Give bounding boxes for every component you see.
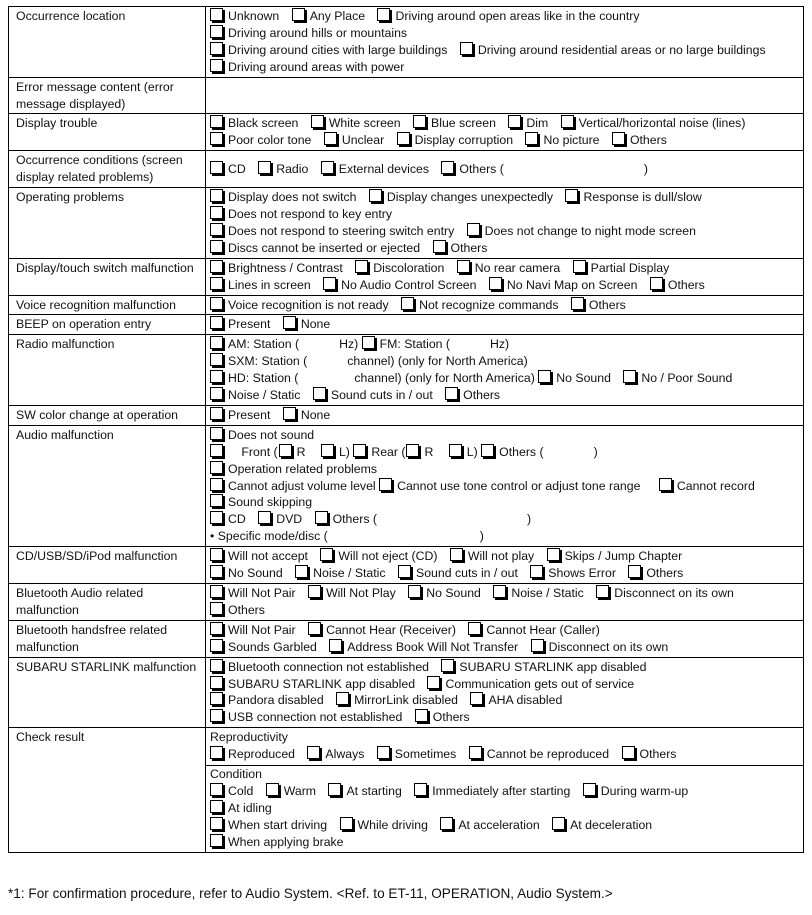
checkbox[interactable] — [552, 817, 565, 830]
row-label: CD/USB/SD/iPod malfunction — [9, 547, 206, 584]
row-options — [206, 7, 804, 78]
checkbox[interactable] — [210, 223, 223, 236]
option-label: Hz) — [339, 337, 359, 352]
checkbox[interactable] — [531, 639, 544, 652]
checkbox[interactable] — [210, 240, 223, 253]
option-label: Cannot Hear (Receiver) — [326, 622, 456, 637]
option-label: Does not respond to steering switch entry — [228, 223, 455, 238]
checkbox[interactable] — [283, 407, 296, 420]
option-label: Not recognize commands — [419, 297, 559, 312]
option-label: At starting — [346, 783, 402, 798]
row-options — [206, 258, 804, 295]
option-label: Sound skipping — [228, 495, 313, 510]
option-label: Others ( — [459, 161, 504, 176]
checkbox[interactable] — [266, 783, 279, 796]
checkbox[interactable] — [329, 639, 342, 652]
footnote: *1: For confirmation procedure, refer to Audio System. <Ref. to ET-11, OPERATION, Audio System.> — [8, 886, 613, 901]
option-label: Others — [228, 602, 265, 617]
form-row — [9, 728, 804, 852]
option-label: No Sound — [556, 371, 611, 386]
checkbox[interactable] — [369, 189, 382, 202]
option-label: Skips / Jump Chapter — [564, 549, 683, 564]
row-label: SUBARU STARLINK malfunction — [9, 657, 206, 728]
option-label: Driving around residential areas or no large buildings — [477, 42, 766, 57]
checkbox[interactable] — [398, 565, 411, 578]
option-label: While driving — [357, 817, 428, 832]
checkbox[interactable] — [470, 692, 483, 705]
form-row — [9, 547, 804, 584]
checkbox[interactable] — [328, 783, 341, 796]
checkbox[interactable] — [292, 8, 305, 21]
row-label: Occurrence location — [9, 7, 206, 78]
diagnosis-form-table — [8, 6, 804, 853]
checkbox[interactable] — [258, 161, 271, 174]
option-label: Discs cannot be inserted or ejected — [228, 240, 421, 255]
checkbox[interactable] — [379, 478, 392, 491]
option-label: Always — [325, 747, 365, 762]
option-label: Operation related problems — [228, 461, 378, 476]
option-label: SXM: Station ( — [228, 354, 308, 369]
row-label: BEEP on operation entry — [9, 315, 206, 335]
checkbox[interactable] — [210, 692, 223, 705]
option-label: Radio — [276, 161, 309, 176]
option-label: No Sound — [426, 586, 481, 600]
option-label: Immediately after starting — [432, 783, 571, 798]
option-label: No rear camera — [474, 260, 561, 275]
checkbox[interactable] — [433, 240, 446, 253]
option-label: Discoloration — [373, 260, 445, 275]
row-options — [206, 425, 804, 546]
checkbox[interactable] — [210, 444, 223, 457]
checkbox[interactable] — [530, 565, 543, 578]
form-row — [9, 77, 804, 114]
option-label: Others — [629, 133, 667, 148]
row-label: Audio malfunction — [9, 425, 206, 546]
option-label: External devices — [338, 161, 429, 176]
checkbox[interactable] — [210, 783, 223, 796]
option-label: When applying brake — [228, 834, 344, 849]
checkbox[interactable] — [457, 260, 470, 273]
checkbox[interactable] — [283, 316, 296, 329]
option-label: None — [300, 407, 331, 422]
checkbox[interactable] — [460, 42, 473, 55]
checkbox[interactable] — [307, 746, 320, 759]
checkbox[interactable] — [362, 336, 375, 349]
option-label: DVD — [276, 512, 303, 527]
checkbox[interactable] — [210, 161, 223, 174]
checkbox[interactable] — [441, 161, 454, 174]
checkbox[interactable] — [353, 444, 366, 457]
option-label: Noise / Static — [511, 586, 584, 600]
option-label: Sound cuts in / out — [416, 566, 518, 581]
option-label: Disconnect on its own — [614, 586, 734, 600]
option-label: Rear ( — [371, 444, 406, 459]
checkbox[interactable] — [573, 260, 586, 273]
option-label: Communication gets out of service — [445, 676, 635, 691]
row-label: Error message content (error message displayed) — [9, 77, 206, 114]
checkbox[interactable] — [406, 444, 419, 457]
checkbox[interactable] — [210, 511, 223, 524]
option-label: SUBARU STARLINK app disabled — [228, 676, 416, 691]
checkbox[interactable] — [659, 478, 672, 491]
checkbox[interactable] — [210, 206, 223, 219]
option-label: Disconnect on its own — [548, 639, 669, 654]
checkbox[interactable] — [308, 622, 321, 635]
row-label: Display trouble — [9, 114, 206, 151]
checkbox[interactable] — [210, 353, 223, 366]
checkbox[interactable] — [313, 387, 326, 400]
option-label: At idling — [228, 800, 272, 815]
option-label: Will Not Play — [326, 586, 396, 600]
row-label: SW color change at operation — [9, 405, 206, 425]
form-row — [9, 405, 804, 425]
option-label: Reproduced — [228, 747, 295, 762]
checkbox[interactable] — [210, 387, 223, 400]
row-label: Radio malfunction — [9, 335, 206, 406]
checkbox[interactable] — [210, 277, 223, 290]
checkbox[interactable] — [397, 132, 410, 145]
row-label: Voice recognition malfunction — [9, 295, 206, 315]
option-label: Others — [450, 240, 488, 255]
checkbox[interactable] — [210, 565, 223, 578]
option-label: CD — [228, 512, 246, 527]
checkbox[interactable] — [623, 370, 636, 383]
option-label: Cannot be reproduced — [486, 747, 610, 762]
checkbox[interactable] — [210, 59, 223, 72]
option-label: ) — [593, 444, 598, 459]
checkbox[interactable] — [308, 585, 321, 598]
option-label: USB connection not established — [228, 710, 403, 725]
option-label: Present — [228, 317, 271, 332]
option-label: Cannot record — [676, 478, 755, 493]
form-row — [9, 114, 804, 151]
row-options — [206, 315, 804, 335]
form-row — [9, 335, 804, 406]
form-row — [9, 188, 804, 259]
checkbox[interactable] — [210, 316, 223, 329]
checkbox[interactable] — [210, 478, 223, 491]
checkbox[interactable] — [377, 746, 390, 759]
condition-heading: Condition — [210, 767, 262, 782]
checkbox[interactable] — [571, 297, 584, 310]
option-label: Poor color tone — [228, 133, 312, 148]
checkbox[interactable] — [210, 8, 223, 21]
checkbox[interactable] — [210, 676, 223, 689]
checkbox[interactable] — [377, 8, 390, 21]
checkbox[interactable] — [210, 602, 223, 615]
option-label: No Audio Control Screen — [341, 277, 477, 292]
option-label: Display does not switch — [228, 190, 357, 205]
checkbox[interactable] — [622, 746, 635, 759]
form-row — [9, 151, 804, 188]
row-options — [206, 657, 804, 728]
option-label: Does not change to night mode screen — [484, 223, 696, 238]
checkbox[interactable] — [210, 817, 223, 830]
option-label: During warm-up — [600, 783, 689, 798]
option-label: channel) (only for North America) — [347, 354, 528, 369]
checkbox[interactable] — [210, 336, 223, 349]
option-label: No picture — [543, 133, 600, 148]
option-label: Others — [432, 710, 470, 725]
checkbox[interactable] — [311, 115, 324, 128]
option-label: At acceleration — [458, 817, 540, 832]
form-row — [9, 657, 804, 728]
option-label: Address Book Will Not Transfer — [347, 639, 519, 654]
condition-section — [206, 765, 803, 851]
checkbox[interactable] — [295, 565, 308, 578]
option-label: Voice recognition is not ready — [228, 297, 389, 312]
option-label: Does not respond to key entry — [228, 206, 393, 221]
option-label: Will not accept — [228, 549, 308, 564]
row-label: Bluetooth Audio related malfunction — [9, 584, 206, 621]
option-label: Cannot adjust volume level — [228, 478, 376, 493]
form-row — [9, 295, 804, 315]
option-label: Driving around areas with power — [228, 59, 405, 74]
checkbox[interactable] — [210, 189, 223, 202]
option-label: Blue screen — [431, 116, 496, 131]
checkbox[interactable] — [583, 783, 596, 796]
option-label: Driving around cities with large buildings — [228, 42, 448, 57]
option-label: Cannot Hear (Caller) — [486, 622, 600, 637]
option-label: ) — [643, 161, 648, 176]
checkbox[interactable] — [321, 161, 334, 174]
row-options — [206, 188, 804, 259]
row-options — [206, 405, 804, 425]
row-label: Display/touch switch malfunction — [9, 258, 206, 295]
row-label: Bluetooth handsfree related malfunction — [9, 620, 206, 657]
option-label: Does not sound — [228, 427, 315, 442]
row-label: Operating problems — [9, 188, 206, 259]
reproductivity-heading: Reproductivity — [210, 730, 288, 745]
option-label: AHA disabled — [488, 693, 563, 708]
checkbox[interactable] — [210, 25, 223, 38]
option-label: Partial Display — [590, 260, 670, 275]
checkbox[interactable] — [596, 585, 609, 598]
option-label: AM: Station ( — [228, 337, 300, 352]
option-label: ) — [527, 512, 532, 527]
row-options — [206, 151, 804, 188]
checkbox[interactable] — [508, 115, 521, 128]
option-label: ) — [479, 529, 484, 544]
form-row — [9, 7, 804, 78]
checkbox[interactable] — [210, 548, 223, 561]
error-message-field[interactable] — [206, 77, 804, 114]
option-label: Sometimes — [394, 747, 457, 762]
option-label: Warm — [283, 783, 317, 798]
option-label: L) — [466, 444, 478, 459]
option-label: Unclear — [341, 133, 385, 148]
option-label: Sounds Garbled — [228, 639, 317, 654]
checkbox[interactable] — [547, 548, 560, 561]
checkbox[interactable] — [258, 511, 271, 524]
checkbox[interactable] — [414, 783, 427, 796]
row-label: Occurrence conditions (screen display related problems) — [9, 151, 206, 188]
checkbox[interactable] — [449, 444, 462, 457]
option-label: R — [296, 444, 306, 459]
option-label: Lines in screen — [228, 277, 311, 292]
option-label: Cannot use tone control or adjust tone range — [397, 478, 641, 493]
option-label: Any Place — [309, 9, 366, 23]
option-label: No Sound — [228, 566, 283, 581]
checkbox[interactable] — [612, 132, 625, 145]
option-label: CD — [228, 161, 246, 176]
option-label: Others ( — [332, 512, 377, 527]
checkbox[interactable] — [210, 297, 223, 310]
option-label: None — [300, 317, 331, 332]
row-label: Check result — [9, 728, 206, 852]
option-label: Others — [646, 566, 684, 581]
checkbox[interactable] — [340, 817, 353, 830]
checkbox[interactable] — [628, 565, 641, 578]
checkbox[interactable] — [210, 427, 223, 440]
option-label: Others ( — [499, 444, 544, 459]
option-label: Others — [639, 747, 677, 762]
checkbox[interactable] — [210, 42, 223, 55]
checkbox[interactable] — [210, 115, 223, 128]
checkbox[interactable] — [210, 800, 223, 813]
option-label: Brightness / Contrast — [228, 260, 343, 275]
form-row — [9, 584, 804, 621]
checkbox[interactable] — [440, 817, 453, 830]
option-label: Pandora disabled — [228, 693, 324, 708]
option-label: At deceleration — [570, 817, 653, 832]
checkbox[interactable] — [441, 659, 454, 672]
row-options — [206, 114, 804, 151]
option-label: HD: Station ( — [228, 371, 299, 386]
option-label: Will not play — [467, 549, 535, 564]
checkbox[interactable] — [210, 585, 223, 598]
checkbox[interactable] — [538, 370, 551, 383]
option-label: Hz) — [490, 337, 510, 352]
form-row — [9, 620, 804, 657]
form-row — [9, 315, 804, 335]
option-label: When start driving — [228, 817, 328, 832]
checkbox[interactable] — [415, 709, 428, 722]
row-options — [206, 584, 804, 621]
option-label: Driving around hills or mountains — [228, 25, 408, 40]
option-label: Others — [667, 277, 705, 292]
checkbox[interactable] — [320, 548, 333, 561]
option-label: R — [424, 444, 434, 459]
option-label: Sound cuts in / out — [330, 388, 433, 403]
option-label: Response is dull/slow — [583, 190, 702, 205]
checkbox[interactable] — [210, 746, 223, 759]
row-options — [206, 335, 804, 406]
option-label: No / Poor Sound — [641, 371, 733, 386]
checkbox[interactable] — [481, 444, 494, 457]
option-label: Shows Error — [548, 566, 616, 581]
checkbox[interactable] — [210, 709, 223, 722]
row-options — [206, 295, 804, 315]
row-options — [206, 728, 804, 852]
option-label: Present — [228, 407, 271, 422]
option-label: Noise / Static — [313, 566, 386, 581]
option-label: FM: Station ( — [379, 337, 451, 352]
checkbox[interactable] — [408, 585, 421, 598]
checkbox[interactable] — [315, 511, 328, 524]
option-label: Noise / Static — [228, 388, 301, 403]
checkbox[interactable] — [324, 132, 337, 145]
checkbox[interactable] — [413, 115, 426, 128]
checkbox[interactable] — [355, 260, 368, 273]
checkbox[interactable] — [427, 676, 440, 689]
row-options — [206, 547, 804, 584]
row-options — [206, 620, 804, 657]
checkbox[interactable] — [565, 189, 578, 202]
checkbox[interactable] — [323, 277, 336, 290]
option-label: SUBARU STARLINK app disabled — [459, 659, 647, 674]
option-label: Will Not Pair — [228, 586, 296, 600]
option-label: Cold — [228, 783, 254, 798]
option-label: Display corruption — [414, 133, 514, 148]
form-row — [9, 425, 804, 546]
checkbox[interactable] — [561, 115, 574, 128]
option-label: MirrorLink disabled — [354, 693, 459, 708]
checkbox[interactable] — [401, 297, 414, 310]
checkbox[interactable] — [445, 387, 458, 400]
option-label: Driving around open areas like in the country — [395, 9, 640, 23]
option-label: Others — [588, 297, 626, 312]
checkbox[interactable] — [210, 132, 223, 145]
checkbox[interactable] — [468, 622, 481, 635]
checkbox[interactable] — [210, 659, 223, 672]
option-label: White screen — [328, 116, 401, 131]
checkbox[interactable] — [336, 692, 349, 705]
checkbox[interactable] — [467, 223, 480, 236]
option-label: Will not eject (CD) — [338, 549, 438, 564]
checkbox[interactable] — [210, 639, 223, 652]
checkbox[interactable] — [493, 585, 506, 598]
option-label: L) — [338, 444, 350, 459]
form-row — [9, 258, 804, 295]
option-label: Unknown — [228, 9, 280, 23]
option-label: Dim — [526, 116, 549, 131]
checkbox[interactable] — [210, 834, 223, 847]
checkbox[interactable] — [210, 370, 223, 383]
option-label: Front ( — [241, 444, 278, 459]
checkbox[interactable] — [210, 461, 223, 474]
option-label: Vertical/horizontal noise (lines) — [578, 116, 746, 131]
option-label: Display changes unexpectedly — [386, 190, 554, 205]
checkbox[interactable] — [210, 260, 223, 273]
option-label: Black screen — [228, 116, 299, 131]
option-label: channel) (only for North America) — [354, 371, 535, 386]
option-label: Will Not Pair — [228, 622, 296, 637]
option-label: • Specific mode/disc ( — [210, 529, 328, 544]
checkbox[interactable] — [525, 132, 538, 145]
option-label: Bluetooth connection not established — [228, 659, 429, 674]
checkbox[interactable] — [650, 277, 663, 290]
checkbox[interactable] — [489, 277, 502, 290]
checkbox[interactable] — [279, 444, 292, 457]
checkbox[interactable] — [450, 548, 463, 561]
checkbox[interactable] — [210, 622, 223, 635]
checkbox[interactable] — [210, 494, 223, 507]
option-label: Others — [463, 388, 501, 403]
checkbox[interactable] — [469, 746, 482, 759]
option-label: No Navi Map on Screen — [506, 277, 638, 292]
checkbox[interactable] — [210, 407, 223, 420]
checkbox[interactable] — [321, 444, 334, 457]
